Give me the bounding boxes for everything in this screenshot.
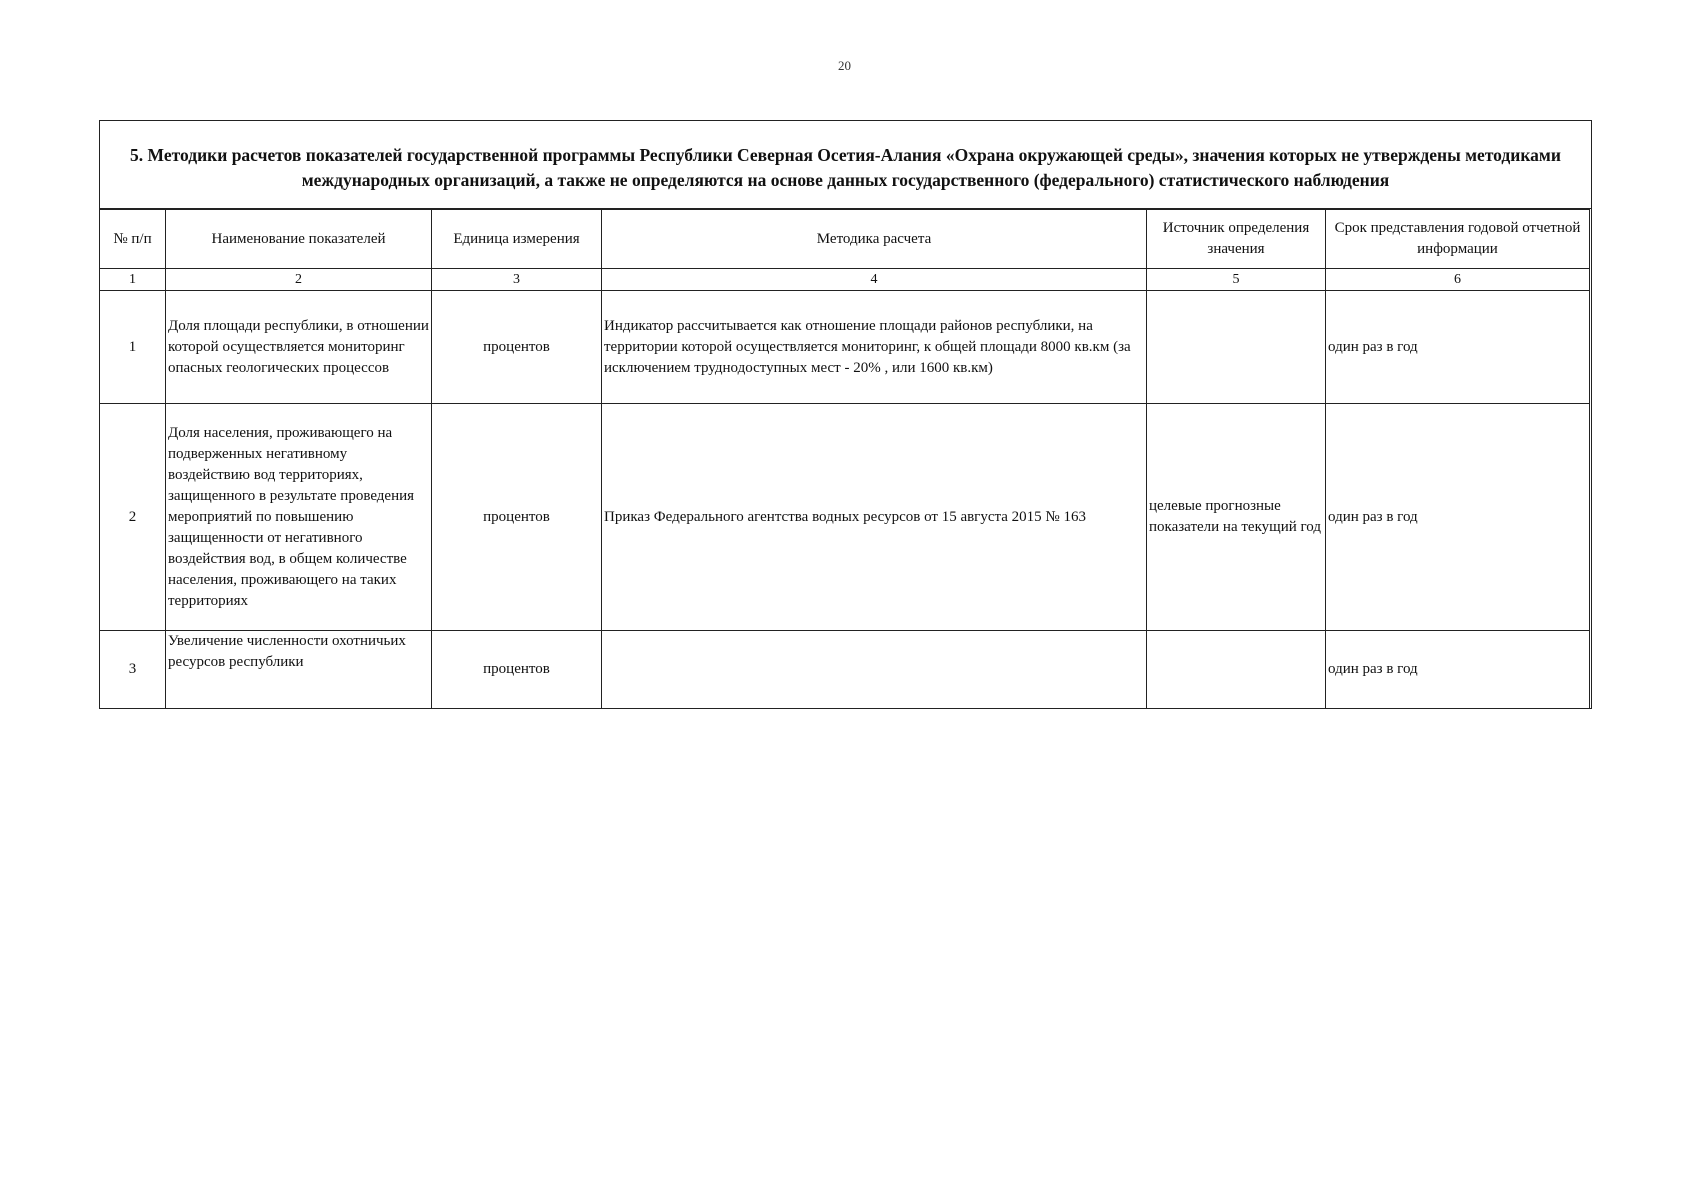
table-row bbox=[100, 404, 1590, 631]
document-frame bbox=[99, 120, 1592, 709]
column-number: 5 bbox=[1147, 269, 1326, 291]
header-method: Методика расчета bbox=[602, 210, 1147, 269]
column-number: 1 bbox=[100, 269, 166, 291]
table-row bbox=[100, 631, 1590, 709]
indicator-unit: процентов bbox=[432, 291, 602, 404]
indicators-table bbox=[99, 209, 1590, 709]
indicator-name: Доля населения, проживающего на подверженных негативному воздействию вод территориях, защищенного в результате проведения мероприятий по повышению защищенности от негативного воздействия вод, в общем количестве населения, проживающего на таких территориях bbox=[166, 404, 432, 631]
table-header-row bbox=[100, 210, 1590, 269]
indicator-unit: процентов bbox=[432, 404, 602, 631]
column-number: 3 bbox=[432, 269, 602, 291]
indicator-method: Индикатор рассчитывается как отношение площади районов республики, на территории которой осуществляется мониторинг, к общей площади 8000 кв.км (за исключением труднодоступных мест - 20% , или 1600 кв.км) bbox=[602, 291, 1147, 404]
column-number: 4 bbox=[602, 269, 1147, 291]
indicator-name: Увеличение численности охотничьих ресурсов республики bbox=[166, 631, 432, 709]
page-number: 20 bbox=[838, 58, 851, 73]
indicator-deadline: один раз в год bbox=[1326, 631, 1590, 709]
table-row bbox=[100, 291, 1590, 404]
document-title: 5. Методики расчетов показателей государственной программы Республики Северная Осетия-Алания «Охрана окружающей среды», значения которых не утверждены методиками международных организаций, а также не определяются на основе данных государственного (федерального) статистического наблюдения bbox=[100, 121, 1591, 209]
indicator-deadline: один раз в год bbox=[1326, 404, 1590, 631]
header-unit: Единица измерения bbox=[432, 210, 602, 269]
row-number: 1 bbox=[100, 291, 166, 404]
column-number: 6 bbox=[1326, 269, 1590, 291]
column-number: 2 bbox=[166, 269, 432, 291]
column-numbers-row bbox=[100, 269, 1590, 291]
row-number: 3 bbox=[100, 631, 166, 709]
header-deadline: Срок представления годовой отчетной информации bbox=[1326, 210, 1590, 269]
indicator-method bbox=[602, 631, 1147, 709]
indicator-method: Приказ Федерального агентства водных ресурсов от 15 августа 2015 № 163 bbox=[602, 404, 1147, 631]
indicator-source bbox=[1147, 631, 1326, 709]
row-number: 2 bbox=[100, 404, 166, 631]
indicator-deadline: один раз в год bbox=[1326, 291, 1590, 404]
indicator-source bbox=[1147, 291, 1326, 404]
header-name: Наименование показателей bbox=[166, 210, 432, 269]
indicator-name: Доля площади республики, в отношении которой осуществляется мониторинг опасных геологических процессов bbox=[166, 291, 432, 404]
indicator-unit: процентов bbox=[432, 631, 602, 709]
header-source: Источник определения значения bbox=[1147, 210, 1326, 269]
header-num: № п/п bbox=[100, 210, 166, 269]
indicator-source: целевые прогнозные показатели на текущий год bbox=[1147, 404, 1326, 631]
